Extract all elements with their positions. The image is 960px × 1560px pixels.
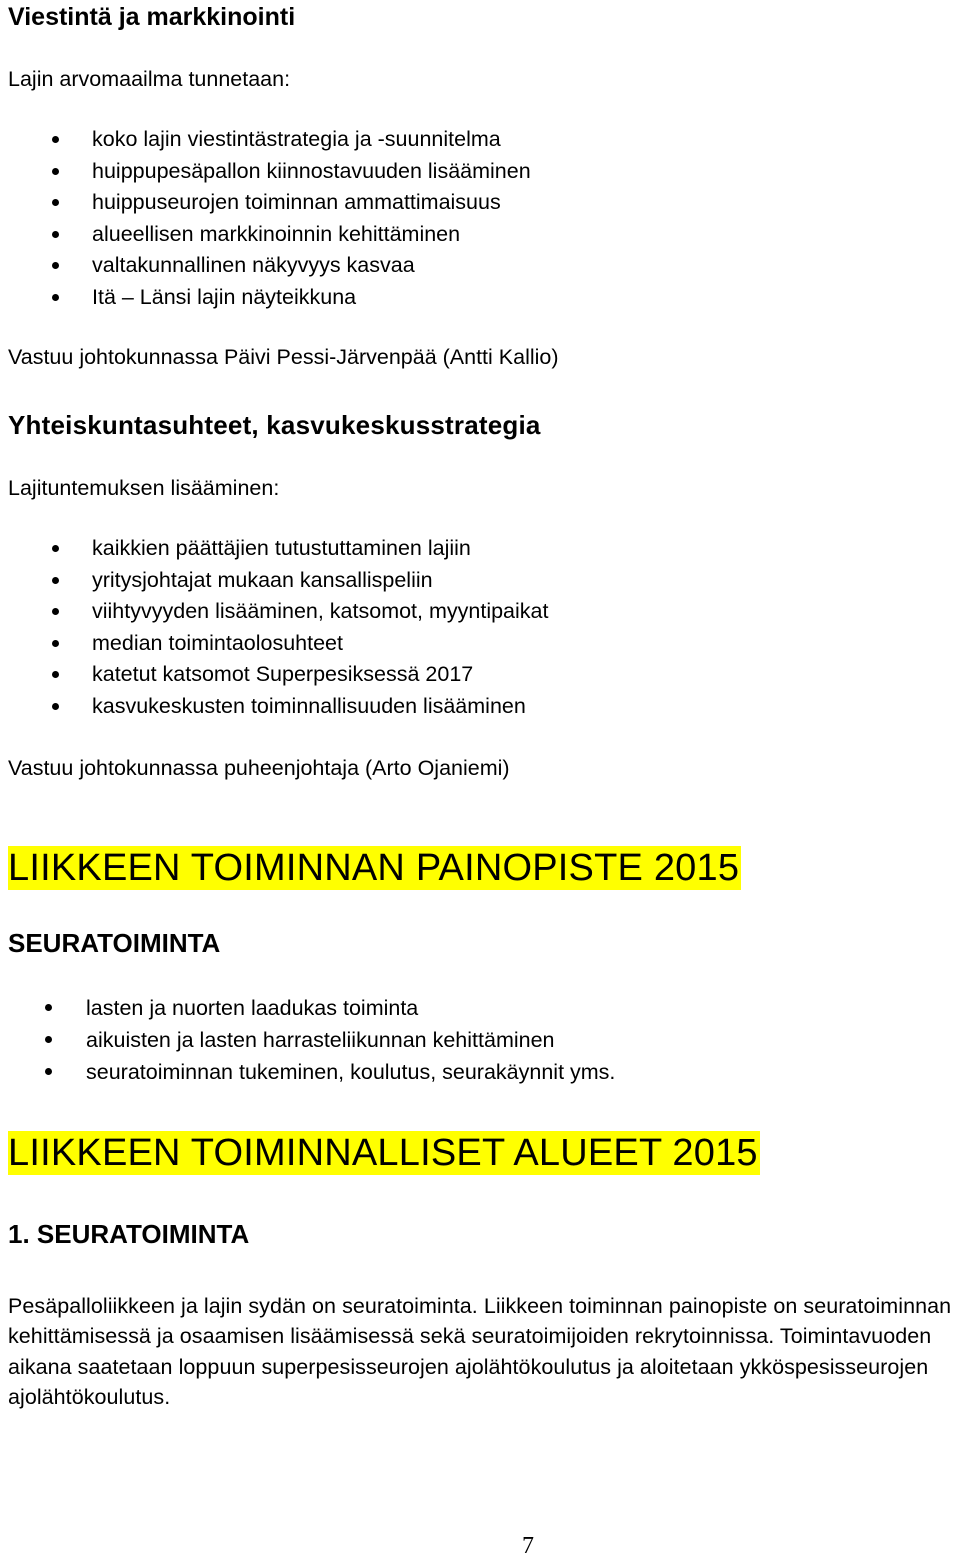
responsible-note-community: Vastuu johtokunnassa puheenjohtaja (Arto Ojaniemi): [8, 756, 510, 780]
bullet-icon: [52, 231, 59, 238]
bullet-icon: [52, 168, 59, 175]
community-bullet-list: [0, 533, 920, 723]
communication-bullet-list: [0, 124, 920, 314]
list-item: huippupesäpallon kiinnostavuuden lisääminen: [0, 156, 920, 188]
bullet-icon: [52, 671, 59, 678]
list-item: kasvukeskusten toiminnallisuuden lisääminen: [0, 691, 920, 723]
section-intro-values: Lajin arvomaailma tunnetaan:: [8, 67, 291, 91]
page-number: 7: [522, 1533, 534, 1559]
bullet-icon: [52, 640, 59, 647]
bullet-icon: [52, 545, 59, 552]
list-item: koko lajin viestintästrategia ja -suunnitelma: [0, 124, 920, 156]
section-title-communication: Viestintä ja markkinointi: [8, 3, 296, 31]
list-item: seuratoiminnan tukeminen, koulutus, seurakäynnit yms.: [0, 1056, 920, 1088]
bullet-icon: [52, 136, 59, 143]
responsible-note-communication: Vastuu johtokunnassa Päivi Pessi-Järvenpää (Antti Kallio): [8, 345, 559, 369]
list-item: lasten ja nuorten laadukas toiminta: [0, 992, 920, 1024]
list-item: alueellisen markkinoinnin kehittäminen: [0, 219, 920, 251]
list-item: kaikkien päättäjien tutustuttaminen lajiin: [0, 533, 920, 565]
list-item: Itä – Länsi lajin näyteikkuna: [0, 282, 920, 314]
focus-heading: LIIKKEEN TOIMINNAN PAINOPISTE 2015: [8, 847, 740, 889]
areas-heading: LIIKKEEN TOIMINNALLISET ALUEET 2015: [8, 1132, 758, 1174]
bullet-icon: [45, 1036, 52, 1043]
areas-subheading: 1. SEURATOIMINTA: [8, 1219, 250, 1249]
section-title-community-relations: Yhteiskuntasuhteet, kasvukeskusstrategia: [8, 410, 541, 440]
areas-heading-wrap: [8, 1131, 760, 1175]
bullet-icon: [52, 608, 59, 615]
bullet-icon: [45, 1004, 52, 1011]
areas-paragraph: Pesäpalloliikkeen ja lajin sydän on seuratoiminta. Liikkeen toiminnan painopiste on seuratoiminnan kehittämisessä ja osaamisen lisäämisessä sekä seuratoimijoiden rekrytoinnissa. Toimintavuoden aikana saatetaan loppuun superpesisseurojen ajolähtökoulutus ja aloitetaan ykköspesisseurojen ajolähtökoulutus.: [8, 1294, 952, 1409]
bullet-icon: [52, 262, 59, 269]
bullet-icon: [52, 294, 59, 301]
list-item: aikuisten ja lasten harrasteliikunnan kehittäminen: [0, 1024, 920, 1056]
list-item: viihtyvyyden lisääminen, katsomot, myyntipaikat: [0, 596, 920, 628]
list-item: median toimintaolosuhteet: [0, 628, 920, 660]
list-item: valtakunnallinen näkyvyys kasvaa: [0, 250, 920, 282]
section-intro-knowledge: Lajituntemuksen lisääminen:: [8, 476, 280, 500]
bullet-icon: [52, 577, 59, 584]
list-item: katetut katsomot Superpesiksessä 2017: [0, 659, 920, 691]
list-item: huippuseurojen toiminnan ammattimaisuus: [0, 187, 920, 219]
bullet-icon: [52, 703, 59, 710]
bullet-icon: [52, 199, 59, 206]
bullet-icon: [45, 1068, 52, 1075]
focus-bullet-list: [0, 992, 920, 1088]
focus-heading-wrap: [8, 846, 741, 890]
list-item: yritysjohtajat mukaan kansallispeliin: [0, 565, 920, 597]
focus-subheading: SEURATOIMINTA: [8, 928, 221, 958]
